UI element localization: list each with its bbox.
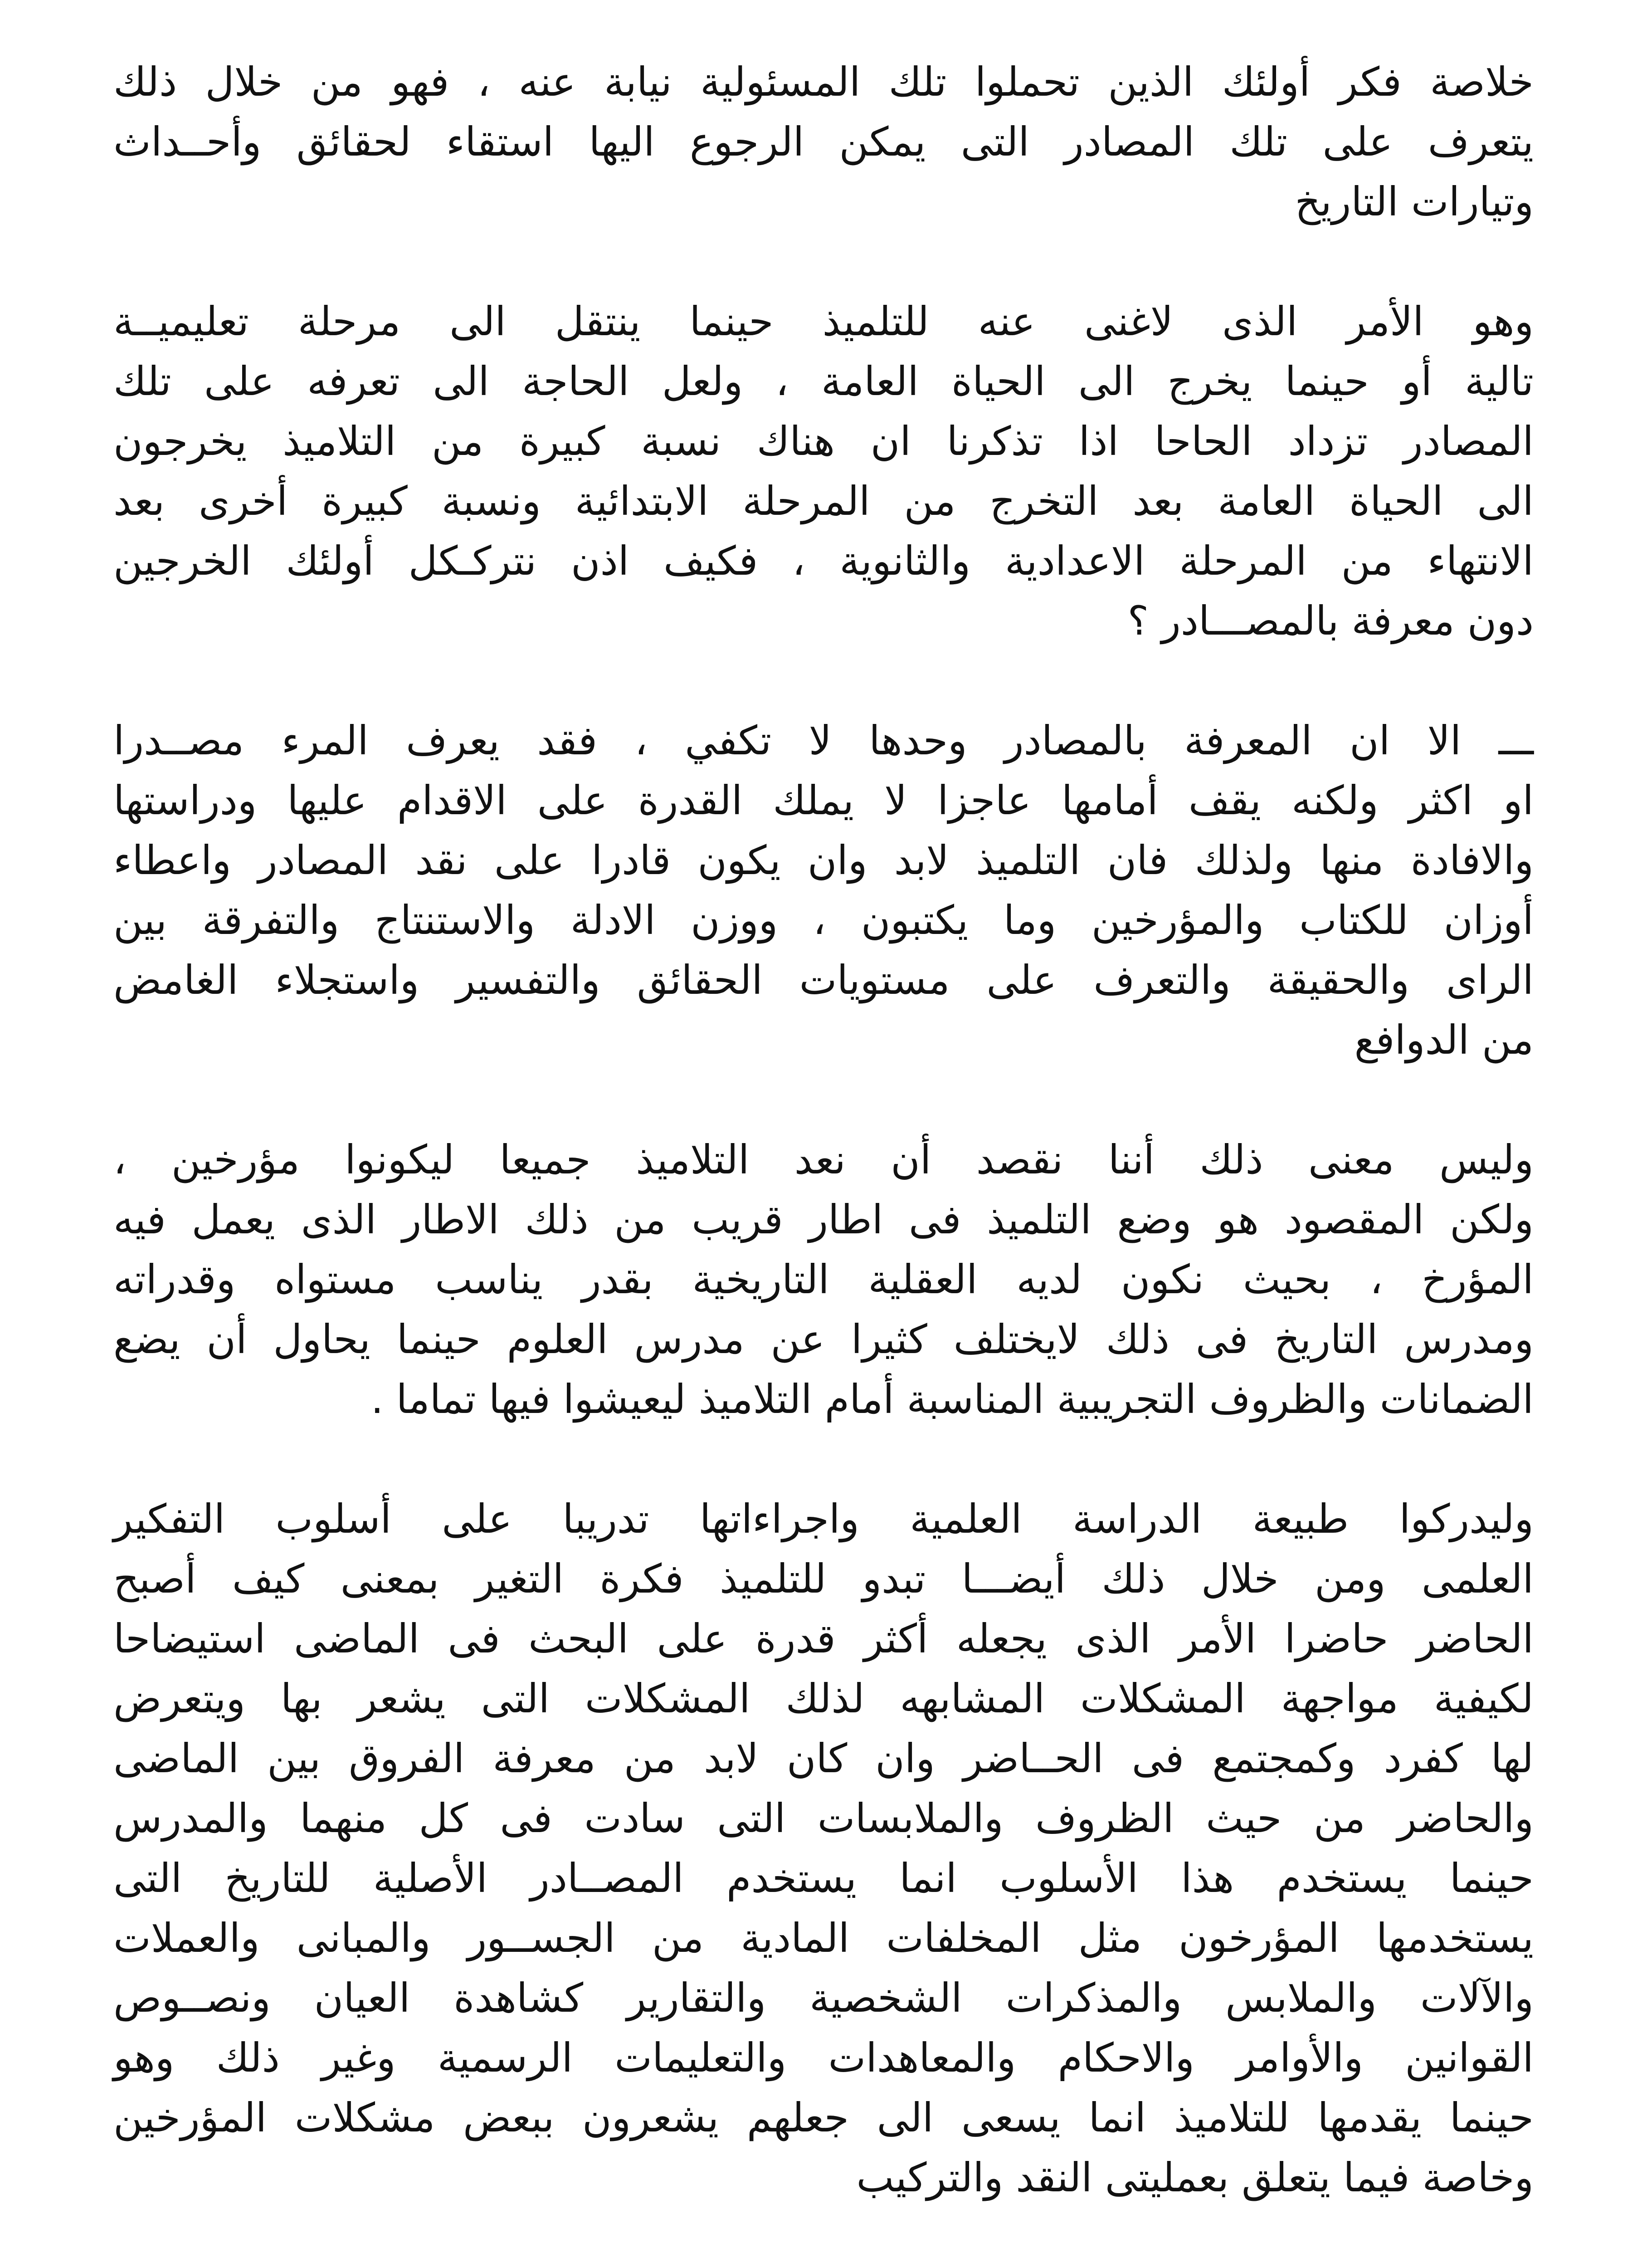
text-line: لها كفرد وكمجتمع فى الحــاضر وان كان لابد من معرفة الفروق بين الماضى	[113, 1735, 1534, 1782]
text-line: حينما يقدمها للتلاميذ انما يسعى الى جعلهم يشعرون ببعض مشكلات المؤرخين	[113, 2094, 1534, 2141]
paragraph	[113, 711, 1534, 1070]
text-line: من الدوافع	[1354, 1017, 1534, 1063]
text-line: او اكثر ولكنه يقف أمامها عاجزا لا يملك القدرة على الاقدام عليها ودراستها	[113, 777, 1534, 824]
text-line: خلاصة فكر أولئك الذين تحملوا تلك المسئولية نيابة عنه ، فهو من خلال ذلك	[113, 59, 1534, 105]
text-line: دون معرفة بالمصـــادر ؟	[1127, 597, 1534, 644]
text-line: الى الحياة العامة بعد التخرج من المرحلة الابتدائية ونسبة كبيرة أخرى بعد	[113, 478, 1534, 524]
paragraph	[113, 1130, 1534, 1429]
text-line: وتيارات التاريخ	[1295, 178, 1534, 225]
text-line: يستخدمها المؤرخون مثل المخلفات المادية من الجســور والمبانى والعملات	[113, 1915, 1534, 1961]
text-line: وليس معنى ذلك أننا نقصد أن نعد التلاميذ جميعا ليكونوا مؤرخين ،	[113, 1136, 1534, 1183]
text-line: والآلات والملابس والمذكرات الشخصية والتقارير كشاهدة العيان ونصــوص	[113, 1975, 1534, 2021]
text-line: لكيفية مواجهة المشكلات المشابهه لذلك المشكلات التى يشعر بها ويتعرض	[113, 1675, 1534, 1722]
text-line: حينما يستخدم هذا الأسلوب انما يستخدم المصــادر الأصلية للتاريخ التى	[113, 1855, 1534, 1901]
paragraph-gap	[113, 1070, 1534, 1130]
text-line: وهو الأمر الذى لاغنى عنه للتلميذ حينما ينتقل الى مرحلة تعليميــة	[113, 298, 1534, 345]
body-text	[113, 52, 1534, 2268]
text-line: والافادة منها ولذلك فان التلميذ لابد وان يكون قادرا على نقد المصادر واعطاء	[113, 837, 1534, 884]
paragraph-gap	[113, 232, 1534, 292]
text-line: تالية أو حينما يخرج الى الحياة العامة ، ولعل الحاجة الى تعرفه على تلك	[113, 358, 1534, 405]
text-line: المؤرخ ، بحيث نكون لديه العقلية التاريخية بقدر يناسب مستواه وقدراته	[113, 1256, 1534, 1303]
text-line: المصادر تزداد الحاحا اذا تذكرنا ان هناك نسبة كبيرة من التلاميذ يخرجون	[113, 418, 1534, 464]
text-line: والحاضر من حيث الظروف والملابسات التى سادت فى كل منهما والمدرس	[113, 1795, 1534, 1842]
text-line: ومدرس التاريخ فى ذلك لايختلف كثيرا عن مدرس العلوم حينما يحاول أن يضع	[113, 1316, 1534, 1363]
text-line: أوزان للكتاب والمؤرخين وما يكتبون ، ووزن الادلة والاستنتاج والتفرقة بين	[113, 897, 1534, 943]
text-line: الراى والحقيقة والتعرف على مستويات الحقائق والتفسير واستجلاء الغامض	[113, 957, 1534, 1003]
text-line: الضمانات والظروف التجريبية المناسبة أمام التلاميذ ليعيشوا فيها تماما .	[370, 1376, 1534, 1422]
text-line: وخاصة فيما يتعلق بعمليتى النقد والتركيب	[856, 2154, 1534, 2201]
paragraph-gap	[113, 2208, 1534, 2268]
text-line: ـــ الا ان المعرفة بالمصادر وحدها لا تكفي ، فقد يعرف المرء مصــدرا	[113, 717, 1534, 764]
text-line: القوانين والأوامر والاحكام والمعاهدات والتعليمات الرسمية وغير ذلك وهو	[113, 2034, 1534, 2081]
text-line: ولكن المقصود هو وضع التلميذ فى اطار قريب من ذلك الاطار الذى يعمل فيه	[113, 1196, 1534, 1243]
paragraph	[113, 292, 1534, 651]
paragraph	[113, 52, 1534, 232]
text-line: الحاضر حاضرا الأمر الذى يجعله أكثر قدرة على البحث فى الماضى استيضاحا	[113, 1615, 1534, 1662]
paragraph-gap	[113, 1429, 1534, 1489]
paragraph-gap	[113, 651, 1534, 711]
text-line: العلمى ومن خلال ذلك أيضـــا تبدو للتلميذ فكرة التغير بمعنى كيف أصبح	[113, 1555, 1534, 1602]
paragraph	[113, 1489, 1534, 2208]
text-line: يتعرف على تلك المصادر التى يمكن الرجوع اليها استقاء لحقائق وأحــداث	[113, 118, 1534, 165]
text-line: الانتهاء من المرحلة الاعدادية والثانوية ، فكيف اذن نتركـكل أولئك الخرجين	[113, 538, 1534, 584]
text-line: وليدركوا طبيعة الدراسة العلمية واجراءاتها تدريبا على أسلوب التفكير	[113, 1496, 1534, 1542]
